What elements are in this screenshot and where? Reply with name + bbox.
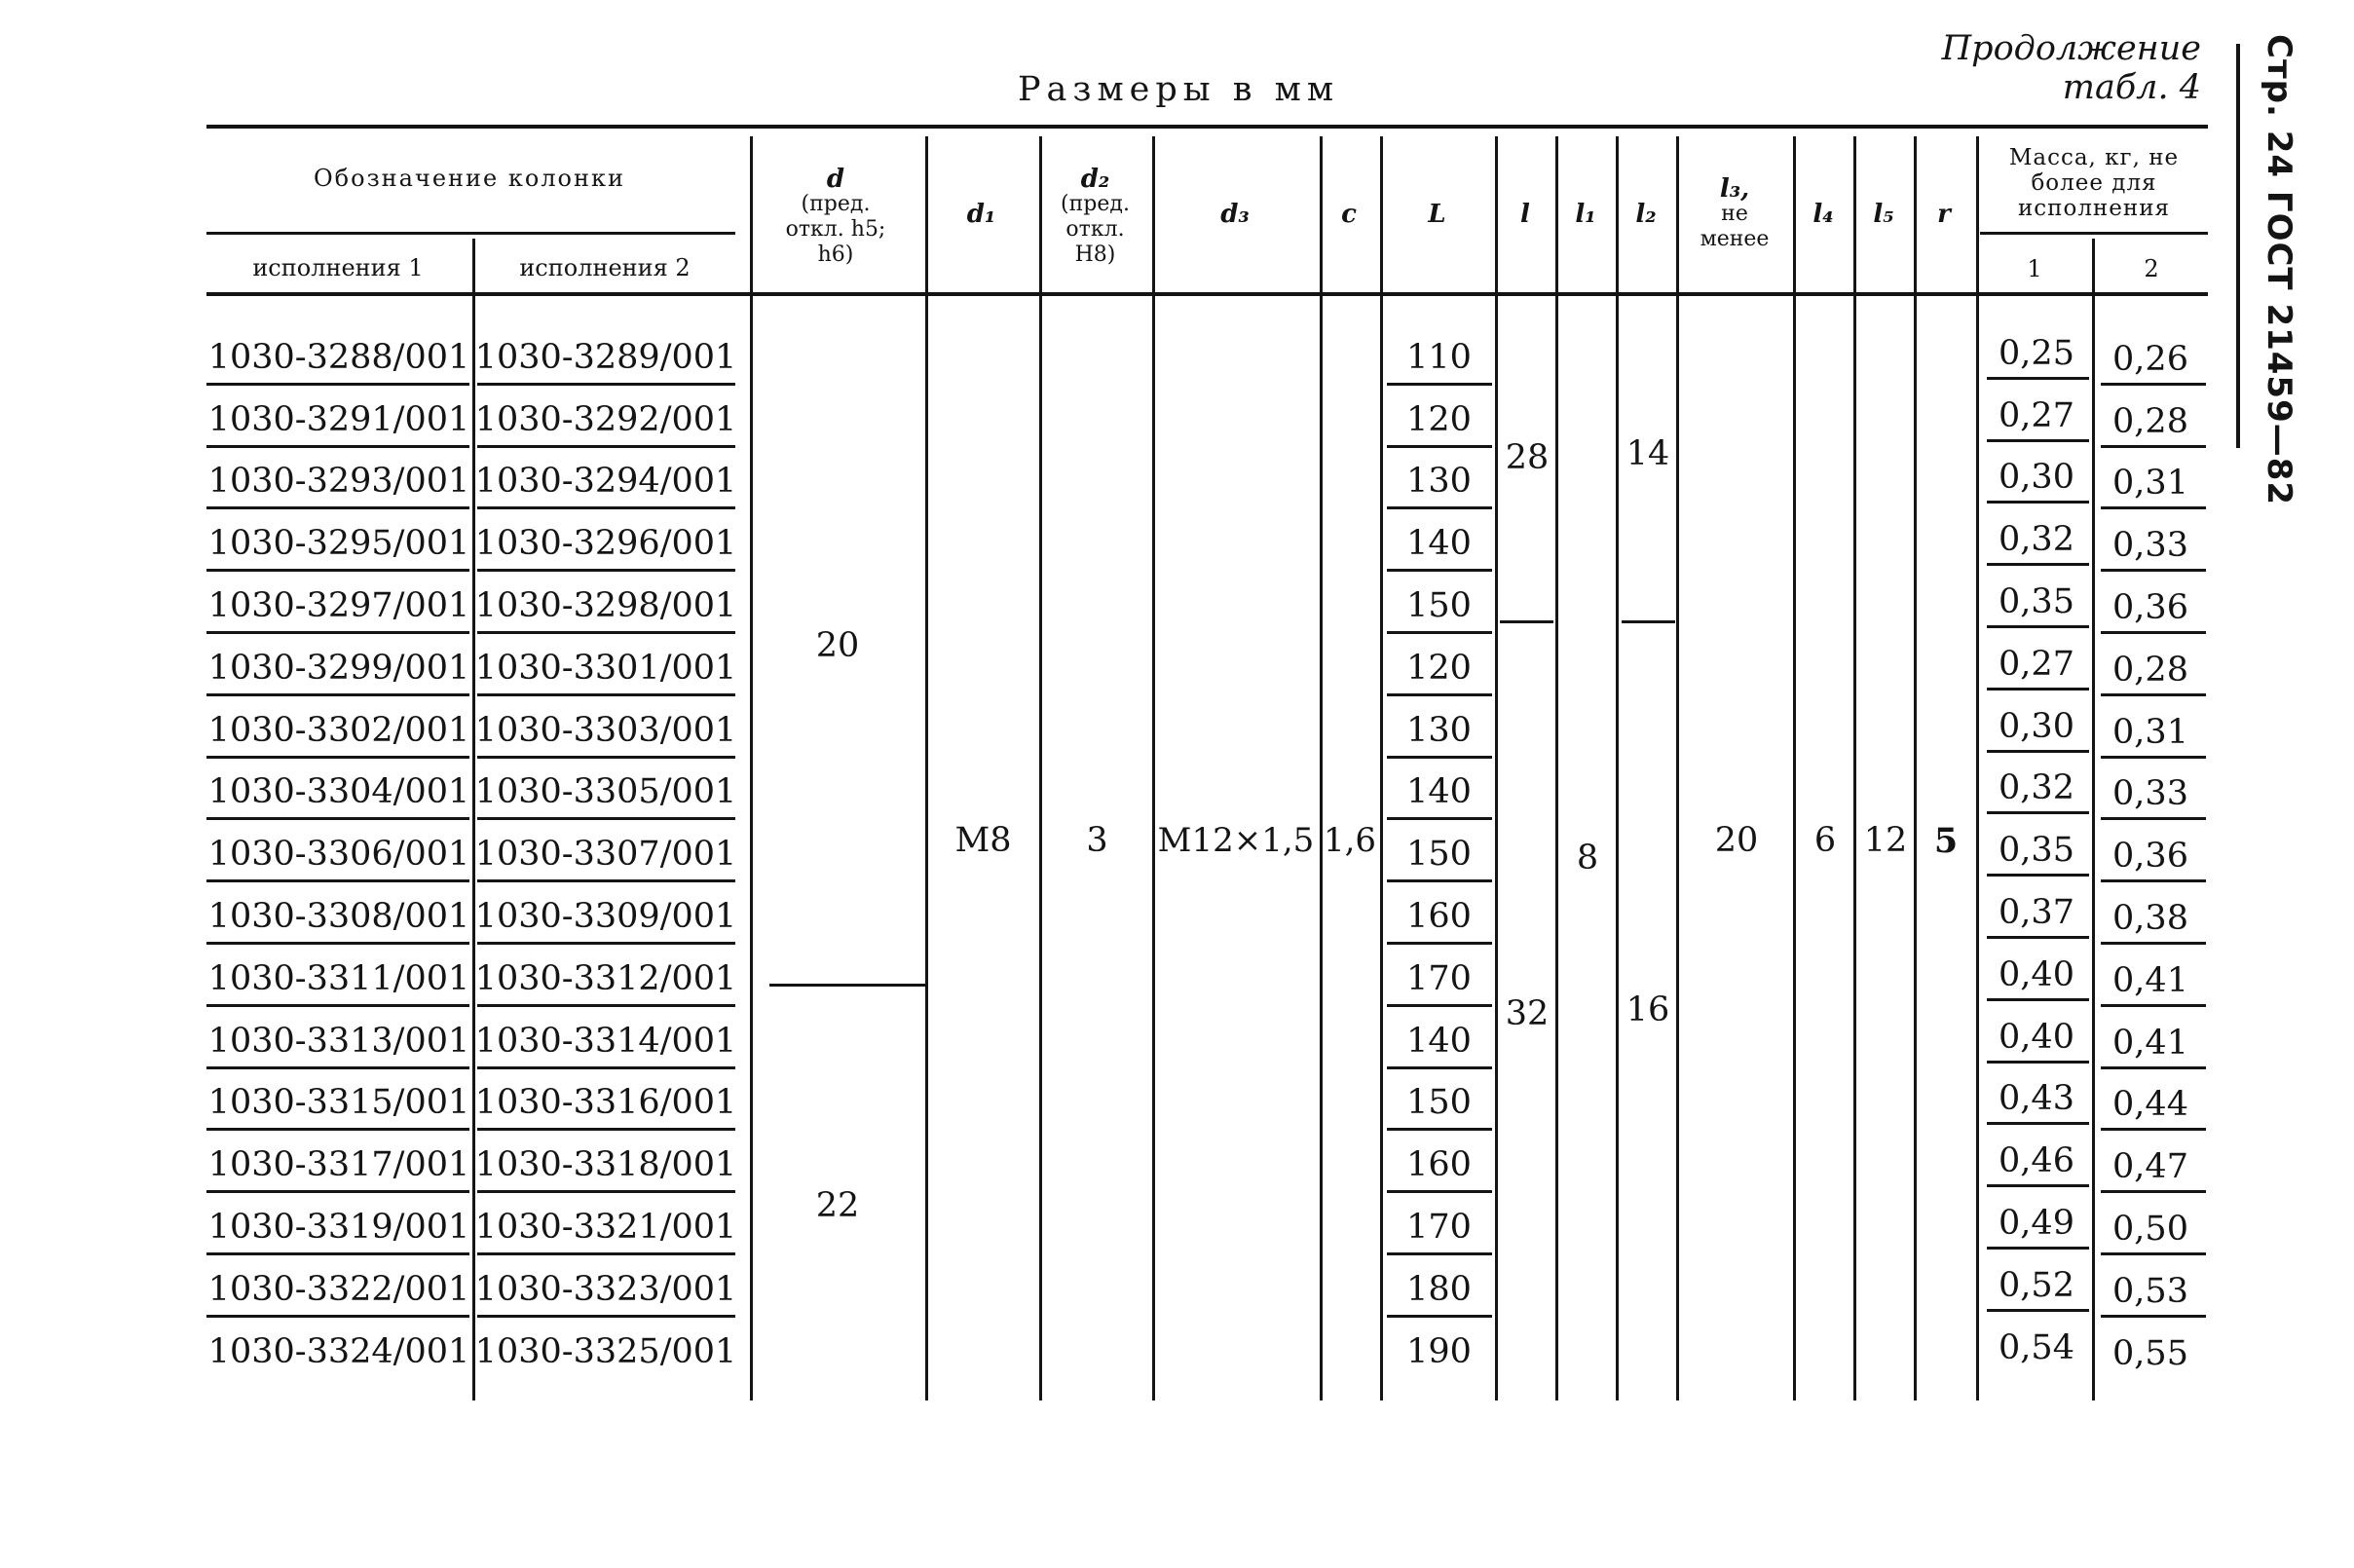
row-rule-L bbox=[1387, 445, 1492, 448]
mass-exec1-value: 0,46 bbox=[1999, 1141, 2074, 1181]
col-rule-exec bbox=[472, 239, 475, 1400]
exec2-designation: 1030-3289/001 bbox=[474, 337, 737, 377]
length-L-value: 120 bbox=[1406, 648, 1472, 688]
row-rule-exec2 bbox=[477, 879, 735, 882]
d-value-22: 22 bbox=[815, 1186, 860, 1225]
exec2-designation: 1030-3298/001 bbox=[474, 586, 737, 626]
mass-exec2-value: 0,41 bbox=[2112, 1023, 2188, 1063]
header-l4 bbox=[1794, 136, 1852, 292]
length-L-value: 170 bbox=[1406, 958, 1472, 998]
header-designation: Обозначение колонки bbox=[314, 165, 625, 192]
row-rule-mass1 bbox=[1987, 1247, 2089, 1250]
header-d-note: (пред. откл. h5; h6) bbox=[785, 192, 886, 267]
l-value-32: 32 bbox=[1505, 994, 1550, 1033]
exec2-designation: 1030-3323/001 bbox=[474, 1269, 737, 1309]
exec2-designation: 1030-3292/001 bbox=[474, 399, 737, 439]
length-L-value: 130 bbox=[1406, 462, 1472, 502]
row-rule-mass1 bbox=[1987, 377, 2089, 380]
l4-value: 6 bbox=[1813, 821, 1837, 860]
header-bottom-rule bbox=[206, 292, 2208, 296]
exec2-designation: 1030-3305/001 bbox=[474, 772, 737, 812]
row-rule-exec1 bbox=[206, 1066, 469, 1069]
header-c bbox=[1320, 136, 1378, 292]
header-d bbox=[748, 144, 923, 290]
row-rule-L bbox=[1387, 1066, 1492, 1069]
row-rule-exec2 bbox=[477, 569, 735, 572]
header-r bbox=[1915, 136, 1973, 292]
row-rule-exec2 bbox=[477, 1128, 735, 1131]
exec2-designation: 1030-3312/001 bbox=[474, 958, 737, 998]
d1-value: M8 bbox=[954, 821, 1012, 860]
row-rule-mass2 bbox=[2101, 1315, 2206, 1318]
row-rule-mass2 bbox=[2101, 1190, 2206, 1193]
l2-group-rule bbox=[1622, 620, 1675, 623]
designation-split-rule bbox=[206, 232, 735, 235]
header-l1 bbox=[1556, 136, 1615, 292]
row-rule-mass2 bbox=[2101, 942, 2206, 945]
header-d3-symbol: d₃ bbox=[1220, 200, 1250, 229]
header-L bbox=[1381, 136, 1493, 292]
row-rule-exec2 bbox=[477, 693, 735, 696]
length-L-value: 190 bbox=[1406, 1331, 1472, 1371]
exec1-designation: 1030-3302/001 bbox=[207, 710, 470, 750]
mass-exec1-value: 0,52 bbox=[1999, 1265, 2074, 1305]
row-rule-L bbox=[1387, 1128, 1492, 1131]
row-rule-mass1 bbox=[1987, 936, 2089, 939]
row-rule-mass1 bbox=[1987, 1061, 2089, 1064]
mass-exec2-value: 0,31 bbox=[2112, 464, 2188, 504]
header-d2-note: (пред. откл. H8) bbox=[1061, 192, 1130, 267]
l5-value: 12 bbox=[1863, 821, 1908, 860]
length-L-value: 140 bbox=[1406, 772, 1472, 812]
col-rule-l3 bbox=[1676, 136, 1679, 1400]
row-rule-L bbox=[1387, 817, 1492, 820]
length-L-value: 160 bbox=[1406, 897, 1472, 937]
mass-exec2-value: 0,28 bbox=[2112, 401, 2188, 441]
mass-exec2-value: 0,31 bbox=[2112, 712, 2188, 752]
col-rule-d1 bbox=[925, 136, 928, 1400]
row-rule-mass1 bbox=[1987, 1184, 2089, 1187]
exec2-designation: 1030-3296/001 bbox=[474, 524, 737, 564]
units-caption: Размеры в мм bbox=[1017, 70, 1340, 109]
col-rule-l1 bbox=[1555, 136, 1558, 1400]
row-rule-exec1 bbox=[206, 693, 469, 696]
top-rule bbox=[206, 125, 2208, 129]
header-l4-symbol: l₄ bbox=[1812, 200, 1834, 229]
header-d3 bbox=[1152, 136, 1318, 292]
row-rule-exec1 bbox=[206, 569, 469, 572]
mass-exec1-value: 0,43 bbox=[1999, 1079, 2074, 1119]
length-L-value: 120 bbox=[1406, 399, 1472, 439]
exec2-designation: 1030-3325/001 bbox=[474, 1331, 737, 1371]
col-rule-mass-split bbox=[2092, 239, 2095, 1400]
exec1-designation: 1030-3291/001 bbox=[207, 399, 470, 439]
exec1-designation: 1030-3313/001 bbox=[207, 1021, 470, 1061]
exec2-designation: 1030-3307/001 bbox=[474, 835, 737, 875]
exec1-designation: 1030-3315/001 bbox=[207, 1083, 470, 1123]
mass-exec1-value: 0,40 bbox=[1999, 954, 2074, 994]
row-rule-exec1 bbox=[206, 445, 469, 448]
mass-exec1-value: 0,40 bbox=[1999, 1017, 2074, 1057]
row-rule-mass2 bbox=[2101, 1004, 2206, 1007]
mass-exec1-value: 0,30 bbox=[1999, 706, 2074, 746]
exec2-designation: 1030-3294/001 bbox=[474, 462, 737, 502]
row-rule-L bbox=[1387, 1004, 1492, 1007]
header-l2 bbox=[1617, 136, 1675, 292]
d-value-20: 20 bbox=[815, 626, 860, 665]
row-rule-mass1 bbox=[1987, 501, 2089, 504]
row-rule-mass2 bbox=[2101, 879, 2206, 882]
row-rule-mass2 bbox=[2101, 817, 2206, 820]
mass-exec1-value: 0,35 bbox=[1999, 582, 2074, 622]
row-rule-exec2 bbox=[477, 1066, 735, 1069]
exec1-designation: 1030-3324/001 bbox=[207, 1331, 470, 1371]
header-l1-symbol: l₁ bbox=[1575, 200, 1596, 229]
exec1-designation: 1030-3322/001 bbox=[207, 1269, 470, 1309]
header-mass-1: 1 bbox=[2027, 255, 2042, 282]
exec2-designation: 1030-3309/001 bbox=[474, 897, 737, 937]
row-rule-mass2 bbox=[2101, 506, 2206, 509]
header-d1-symbol: d₁ bbox=[966, 200, 996, 229]
header-d2-symbol: d₂ bbox=[1080, 165, 1110, 194]
mass-exec2-value: 0,33 bbox=[2112, 526, 2188, 566]
header-exec1: исполнения 1 bbox=[252, 254, 424, 281]
mass-exec1-value: 0,30 bbox=[1999, 458, 2074, 498]
l-value-28: 28 bbox=[1505, 438, 1550, 477]
row-rule-mass2 bbox=[2101, 1066, 2206, 1069]
row-rule-mass1 bbox=[1987, 439, 2089, 442]
mass-exec2-value: 0,44 bbox=[2112, 1085, 2188, 1125]
header-r-symbol: r bbox=[1937, 200, 1951, 229]
length-L-value: 110 bbox=[1406, 337, 1472, 377]
row-rule-L bbox=[1387, 506, 1492, 509]
row-rule-mass1 bbox=[1987, 874, 2089, 877]
mass-exec1-value: 0,49 bbox=[1999, 1204, 2074, 1244]
row-rule-mass1 bbox=[1987, 688, 2089, 691]
col-rule-r bbox=[1914, 136, 1917, 1400]
mass-split-rule bbox=[1980, 232, 2208, 235]
col-rule-d bbox=[750, 136, 753, 1400]
mass-exec2-value: 0,26 bbox=[2112, 339, 2188, 379]
row-rule-mass2 bbox=[2101, 569, 2206, 572]
exec1-designation: 1030-3317/001 bbox=[207, 1145, 470, 1185]
row-rule-mass2 bbox=[2101, 445, 2206, 448]
row-rule-L bbox=[1387, 1190, 1492, 1193]
row-rule-exec1 bbox=[206, 1315, 469, 1318]
mass-exec1-value: 0,32 bbox=[1999, 768, 2074, 808]
length-L-value: 150 bbox=[1406, 1083, 1472, 1123]
col-rule-L bbox=[1380, 136, 1383, 1400]
mass-exec2-value: 0,28 bbox=[2112, 650, 2188, 690]
row-rule-L bbox=[1387, 693, 1492, 696]
row-rule-mass2 bbox=[2101, 383, 2206, 386]
row-rule-mass2 bbox=[2101, 1128, 2206, 1131]
exec2-designation: 1030-3321/001 bbox=[474, 1208, 737, 1248]
mass-exec2-value: 0,53 bbox=[2112, 1271, 2188, 1311]
header-l3-note: не менее bbox=[1700, 202, 1770, 251]
col-rule-l5 bbox=[1853, 136, 1856, 1400]
length-L-value: 150 bbox=[1406, 835, 1472, 875]
row-rule-mass2 bbox=[2101, 756, 2206, 759]
d3-value: M12×1,5 bbox=[1157, 821, 1315, 860]
row-rule-mass1 bbox=[1987, 750, 2089, 753]
c-value: 1,6 bbox=[1323, 821, 1377, 860]
r-value: 5 bbox=[1933, 820, 1959, 861]
mass-exec1-value: 0,32 bbox=[1999, 520, 2074, 560]
row-rule-L bbox=[1387, 756, 1492, 759]
header-exec2: исполнения 2 bbox=[519, 254, 691, 281]
mass-exec2-value: 0,55 bbox=[2112, 1333, 2188, 1373]
row-rule-exec1 bbox=[206, 506, 469, 509]
row-rule-L bbox=[1387, 383, 1492, 386]
header-l bbox=[1496, 136, 1554, 292]
row-rule-mass2 bbox=[2101, 1252, 2206, 1255]
mass-exec2-value: 0,36 bbox=[2112, 837, 2188, 877]
exec1-designation: 1030-3304/001 bbox=[207, 772, 470, 812]
row-rule-exec2 bbox=[477, 756, 735, 759]
row-rule-mass1 bbox=[1987, 998, 2089, 1001]
col-rule-c bbox=[1320, 136, 1323, 1400]
row-rule-L bbox=[1387, 1252, 1492, 1255]
mass-exec2-value: 0,41 bbox=[2112, 960, 2188, 1000]
l2-value-16: 16 bbox=[1625, 990, 1670, 1029]
row-rule-exec2 bbox=[477, 1190, 735, 1193]
exec1-designation: 1030-3295/001 bbox=[207, 524, 470, 564]
row-rule-exec2 bbox=[477, 817, 735, 820]
side-page-label: Стр. 24 ГОСТ 21459—82 bbox=[2260, 34, 2298, 506]
row-rule-exec1 bbox=[206, 1190, 469, 1193]
exec2-designation: 1030-3316/001 bbox=[474, 1083, 737, 1123]
row-rule-L bbox=[1387, 631, 1492, 634]
row-rule-mass1 bbox=[1987, 1309, 2089, 1312]
row-rule-mass1 bbox=[1987, 625, 2089, 628]
row-rule-exec1 bbox=[206, 1004, 469, 1007]
header-l-symbol: l bbox=[1520, 200, 1530, 229]
row-rule-exec1 bbox=[206, 756, 469, 759]
row-rule-exec2 bbox=[477, 1004, 735, 1007]
col-rule-l2 bbox=[1616, 136, 1619, 1400]
exec2-designation: 1030-3303/001 bbox=[474, 710, 737, 750]
col-rule-mass bbox=[1976, 136, 1979, 1400]
exec1-designation: 1030-3319/001 bbox=[207, 1208, 470, 1248]
row-rule-exec2 bbox=[477, 506, 735, 509]
exec1-designation: 1030-3308/001 bbox=[207, 897, 470, 937]
length-L-value: 160 bbox=[1406, 1145, 1472, 1185]
exec2-designation: 1030-3318/001 bbox=[474, 1145, 737, 1185]
mass-exec2-value: 0,33 bbox=[2112, 774, 2188, 814]
length-L-value: 150 bbox=[1406, 586, 1472, 626]
header-l3-symbol: l₃, bbox=[1719, 174, 1750, 204]
header-d1 bbox=[925, 136, 1037, 292]
mass-exec2-value: 0,47 bbox=[2112, 1147, 2188, 1187]
exec1-designation: 1030-3293/001 bbox=[207, 462, 470, 502]
header-d-symbol: d bbox=[826, 165, 845, 194]
col-rule-l bbox=[1495, 136, 1498, 1400]
row-rule-L bbox=[1387, 1315, 1492, 1318]
col-rule-d2 bbox=[1039, 136, 1042, 1400]
row-rule-exec2 bbox=[477, 1252, 735, 1255]
mass-exec1-value: 0,37 bbox=[1999, 893, 2074, 933]
row-rule-mass2 bbox=[2101, 693, 2206, 696]
row-rule-exec1 bbox=[206, 1252, 469, 1255]
header-l5-symbol: l₅ bbox=[1873, 200, 1894, 229]
row-rule-exec2 bbox=[477, 631, 735, 634]
row-rule-mass1 bbox=[1987, 563, 2089, 566]
row-rule-exec1 bbox=[206, 879, 469, 882]
header-l3 bbox=[1677, 146, 1792, 282]
mass-exec1-value: 0,27 bbox=[1999, 644, 2074, 684]
row-rule-exec1 bbox=[206, 817, 469, 820]
length-L-value: 140 bbox=[1406, 1021, 1472, 1061]
header-mass: Масса, кг, не более для исполнения bbox=[2008, 144, 2180, 221]
row-rule-exec2 bbox=[477, 1315, 735, 1318]
row-rule-exec1 bbox=[206, 631, 469, 634]
col-rule-l4 bbox=[1793, 136, 1796, 1400]
header-l2-symbol: l₂ bbox=[1635, 200, 1657, 229]
row-rule-L bbox=[1387, 569, 1492, 572]
l2-value-14: 14 bbox=[1625, 434, 1670, 473]
exec1-designation: 1030-3311/001 bbox=[207, 958, 470, 998]
row-rule-exec2 bbox=[477, 445, 735, 448]
length-L-value: 130 bbox=[1406, 710, 1472, 750]
row-rule-exec2 bbox=[477, 383, 735, 386]
exec2-designation: 1030-3314/001 bbox=[474, 1021, 737, 1061]
row-rule-mass1 bbox=[1987, 811, 2089, 814]
d-group-rule bbox=[769, 984, 925, 987]
mass-exec2-value: 0,36 bbox=[2112, 588, 2188, 628]
header-mass-2: 2 bbox=[2144, 255, 2159, 282]
header-d2 bbox=[1039, 144, 1151, 290]
row-rule-exec1 bbox=[206, 1128, 469, 1131]
exec1-designation: 1030-3297/001 bbox=[207, 586, 470, 626]
exec1-designation: 1030-3299/001 bbox=[207, 648, 470, 688]
length-L-value: 180 bbox=[1406, 1269, 1472, 1309]
l3-value: 20 bbox=[1714, 821, 1759, 860]
mass-exec1-value: 0,25 bbox=[1999, 333, 2074, 373]
exec2-designation: 1030-3301/001 bbox=[474, 648, 737, 688]
mass-exec1-value: 0,54 bbox=[1999, 1327, 2074, 1367]
header-c-symbol: c bbox=[1341, 200, 1357, 229]
mass-exec1-value: 0,35 bbox=[1999, 831, 2074, 871]
d2-value: 3 bbox=[1086, 821, 1108, 860]
mass-exec2-value: 0,38 bbox=[2112, 899, 2188, 939]
length-L-value: 170 bbox=[1406, 1208, 1472, 1248]
header-l5 bbox=[1854, 136, 1913, 292]
mass-exec1-value: 0,27 bbox=[1999, 395, 2074, 435]
row-rule-exec1 bbox=[206, 383, 469, 386]
row-rule-mass2 bbox=[2101, 631, 2206, 634]
mass-exec2-value: 0,50 bbox=[2112, 1210, 2188, 1250]
exec1-designation: 1030-3288/001 bbox=[207, 337, 470, 377]
continuation-label: Продолжение табл. 4 bbox=[1941, 29, 2201, 107]
row-rule-exec1 bbox=[206, 942, 469, 945]
l1-value: 8 bbox=[1576, 839, 1599, 877]
row-rule-L bbox=[1387, 942, 1492, 945]
col-rule-d3 bbox=[1152, 136, 1155, 1400]
length-L-value: 140 bbox=[1406, 524, 1472, 564]
l-group-rule bbox=[1500, 620, 1553, 623]
row-rule-L bbox=[1387, 879, 1492, 882]
exec1-designation: 1030-3306/001 bbox=[207, 835, 470, 875]
row-rule-mass1 bbox=[1987, 1122, 2089, 1125]
header-L-symbol: L bbox=[1428, 200, 1446, 229]
row-rule-exec2 bbox=[477, 942, 735, 945]
